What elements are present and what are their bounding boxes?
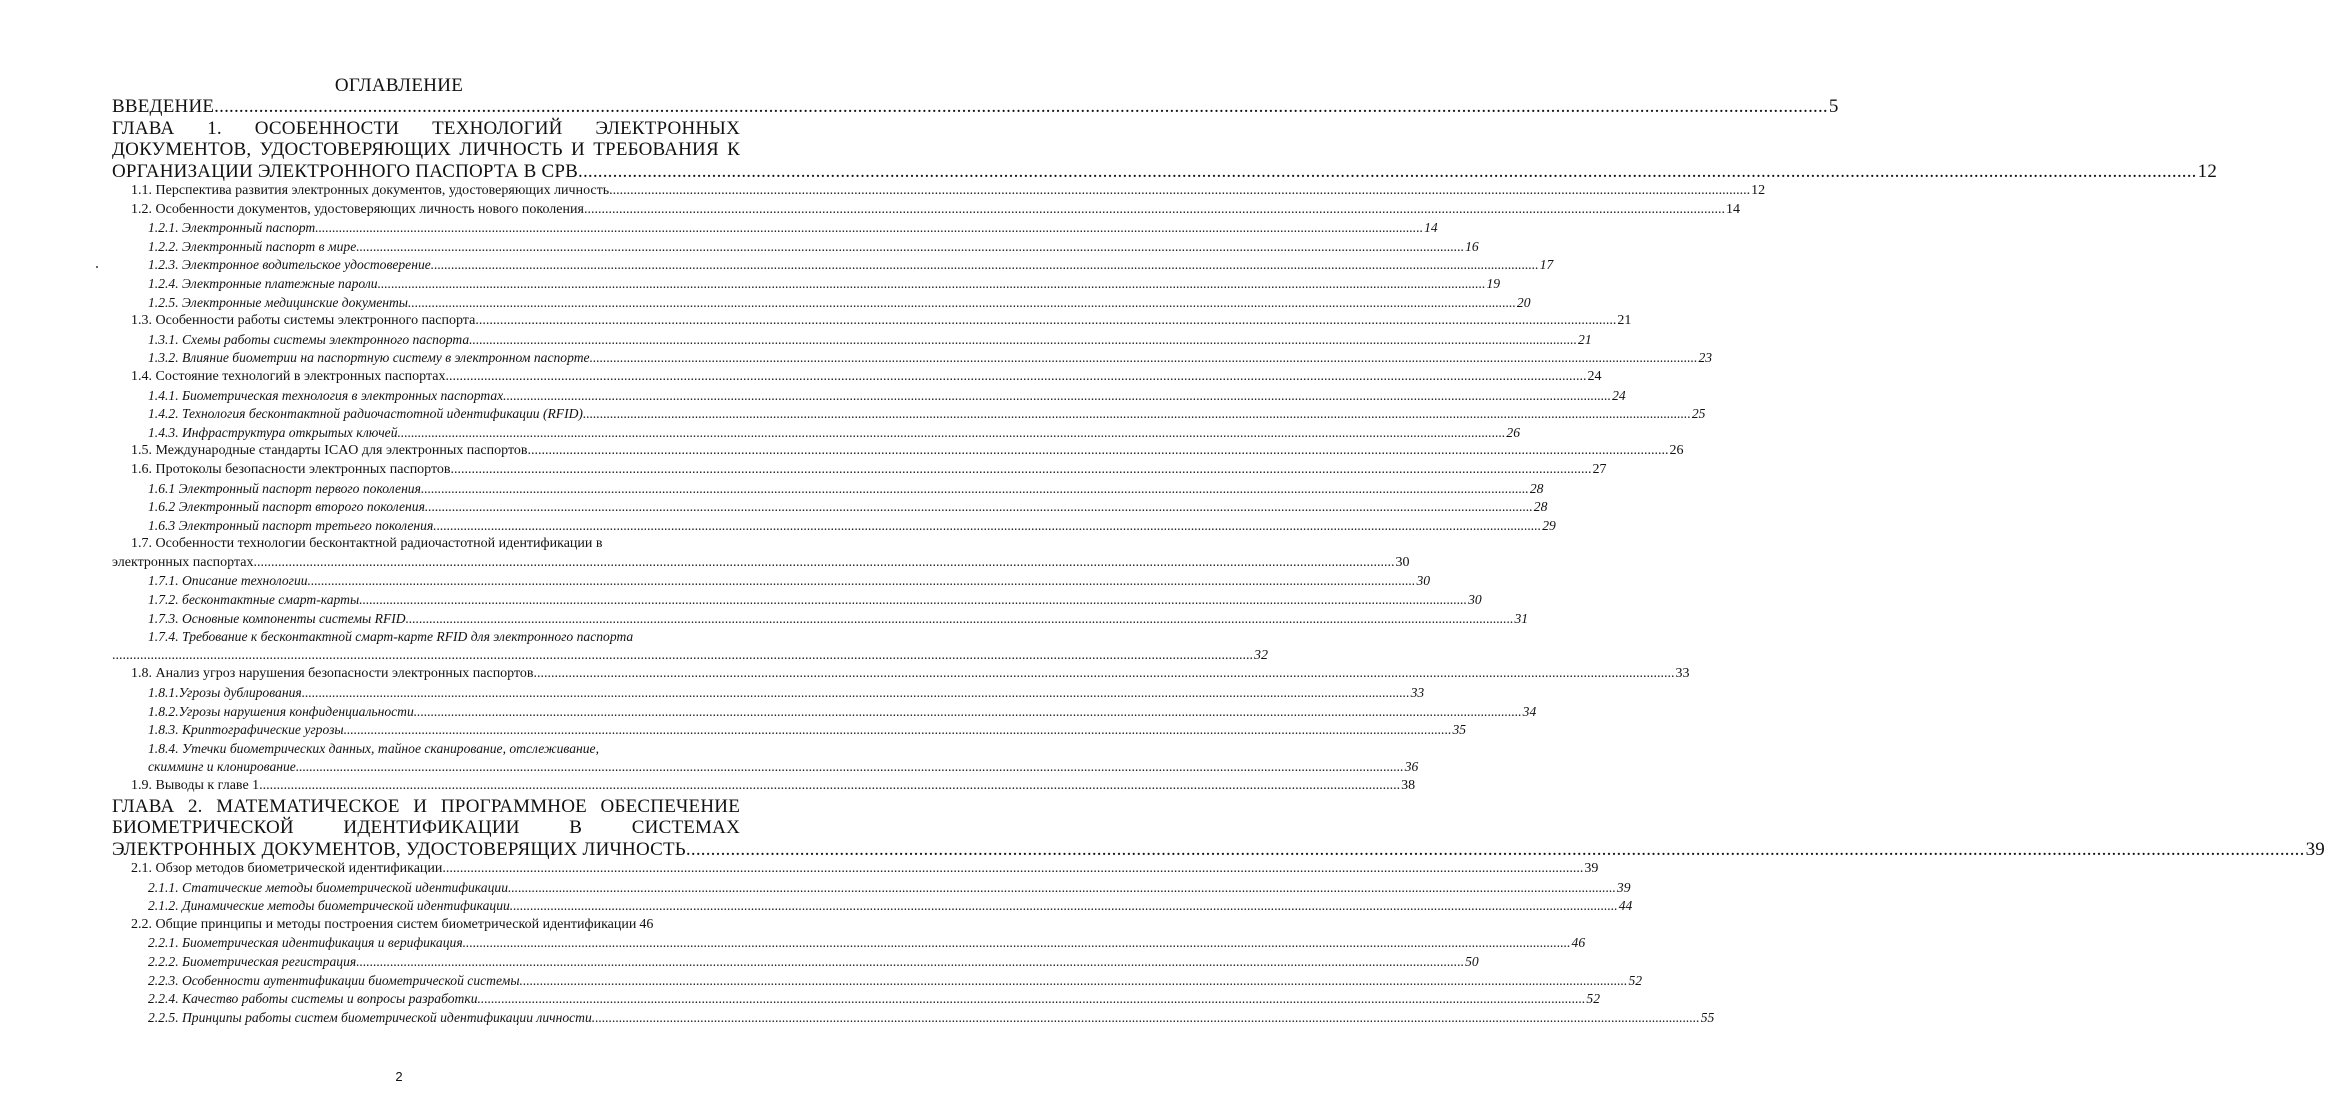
toc-page-number: 27: [1592, 461, 1607, 477]
toc-page-number: 26: [1506, 424, 1520, 440]
toc-page-number: 20: [1516, 294, 1531, 310]
toc-entry[interactable]: [131, 860, 1599, 879]
toc-entry[interactable]: [131, 777, 1416, 796]
toc-entry-title: 1.4. Состояние технологий в электронных паспортах: [131, 368, 446, 384]
page-title: ОГЛАВЛЕНИЕ: [334, 75, 464, 96]
toc-page-number: 12: [2197, 160, 2218, 182]
toc-entry[interactable]: [148, 953, 1479, 972]
toc-entry-title: 1.3.2. Влияние биометрии на паспортную систему в электронном паспорте: [148, 350, 590, 366]
dot-leader: [534, 665, 1675, 684]
toc-page-number: 12: [1751, 183, 1766, 198]
toc-page-number: 19: [1486, 275, 1501, 291]
toc-entry-title: 1.7.1. Описание технологии: [148, 573, 308, 589]
toc-entry-title: 1.2.1. Электронный паспорт: [148, 220, 316, 236]
toc-entry-title: 1.2.2. Электронный паспорт в мире: [148, 238, 357, 254]
toc-entry[interactable]: [112, 740, 1419, 777]
toc-page-number: 25: [1691, 406, 1706, 422]
toc-entry[interactable]: [148, 972, 1643, 991]
toc-entry[interactable]: [148, 572, 1431, 591]
toc-page-number: 44: [1618, 898, 1633, 914]
dot-leader: [475, 312, 1616, 331]
toc-page-number: 21: [1617, 313, 1632, 329]
toc-entry[interactable]: [148, 610, 1529, 629]
toc-entry[interactable]: [112, 628, 1268, 665]
toc-entry-title: 1.4.3. Инфраструктура открытых ключей: [148, 424, 398, 440]
toc-entry[interactable]: [131, 312, 1632, 331]
toc-entry[interactable]: [148, 990, 1601, 1009]
dot-leader: [590, 349, 1698, 368]
toc-entry-title: 1.8.2.Угрозы нарушения конфиденциальности: [148, 703, 414, 719]
toc-entry-title: 1.6. Протоколы безопасности электронных паспортов: [131, 461, 451, 477]
toc-entry-title: 2.2.1. Биометрическая идентификация и верификация: [148, 935, 463, 951]
toc-page-number: 39: [1584, 861, 1599, 877]
page-number: 2: [395, 1069, 403, 1084]
toc-entry-intro[interactable]: [112, 96, 1839, 118]
dot-leader: [378, 275, 1486, 294]
toc-entry-title: 1.4.1. Биометрическая технология в электронных паспортах: [148, 387, 504, 403]
toc-entry-title: 2.2.5. Принципы работы систем биометрической идентификации личности: [148, 1009, 592, 1025]
toc-page-number: 24: [1587, 368, 1602, 384]
dot-leader: [445, 368, 1586, 387]
toc-entry-title: 2.2.4. Качество работы системы и вопросы разработки: [148, 991, 478, 1007]
toc-page-number: 52: [1586, 991, 1601, 1007]
toc-entry[interactable]: [131, 201, 1740, 220]
toc-page-number: 16: [1465, 238, 1479, 254]
toc-entry[interactable]: [148, 331, 1592, 350]
toc-entry-title: 1.3. Особенности работы системы электронного паспорта: [131, 313, 476, 329]
toc-page-number: 17: [1539, 257, 1554, 273]
toc-entry[interactable]: [148, 219, 1438, 238]
dot-leader: [253, 554, 1394, 573]
toc-entry[interactable]: [148, 934, 1586, 953]
toc-entry[interactable]: [148, 294, 1531, 313]
toc-entry[interactable]: [131, 368, 1602, 387]
toc-entry-title: 2.1.1. Статические методы биометрической идентификации: [148, 879, 508, 895]
dot-leader: [433, 517, 1541, 536]
toc-entry[interactable]: [148, 480, 1544, 499]
toc-entry[interactable]: [148, 897, 1633, 916]
toc-entry-title: 1.1. Перспектива развития электронных документов, удостоверяющих личность: [131, 183, 610, 198]
dot-leader: [592, 1009, 1700, 1028]
dot-leader: [414, 703, 1522, 722]
toc-page-number: 39: [1616, 879, 1631, 895]
dot-leader: [425, 498, 1533, 517]
dot-leader: [442, 860, 1583, 879]
dot-leader: [421, 480, 1529, 499]
dot-leader: [431, 256, 1539, 275]
toc-entry[interactable]: [148, 879, 1631, 898]
toc-page-number: 28: [1533, 499, 1548, 515]
dot-leader: [528, 442, 1669, 461]
toc-entry[interactable]: [148, 275, 1501, 294]
toc-entry[interactable]: [148, 1009, 1715, 1028]
toc-chapter-line: БИОМЕТРИЧЕСКОЙ ИДЕНТИФИКАЦИИ В СИСТЕМАХ: [112, 817, 740, 839]
toc-chapter-line: ГЛАВА 1. ОСОБЕННОСТИ ТЕХНОЛОГИЙ ЭЛЕКТРОННЫХ: [112, 117, 740, 139]
toc-page-number: 14: [1424, 220, 1438, 236]
dot-leader: [359, 591, 1467, 610]
dot-leader: [356, 953, 1464, 972]
toc-entry-title: 1.2. Особенности документов, удостоверяющих личность нового поколения: [131, 201, 584, 217]
toc-page-number: 33: [1675, 666, 1690, 682]
toc-page-number: 39: [2305, 838, 2325, 860]
toc-entry-title: 1.7.4. Требование к бесконтактной смарт-карте RFID для электронного паспорта: [148, 629, 634, 645]
toc-entry[interactable]: [148, 721, 1467, 740]
toc-chapter-line: ГЛАВА 2. МАТЕМАТИЧЕСКОЕ И ПРОГРАММНОЕ ОБЕСПЕЧЕНИЕ: [112, 795, 740, 817]
toc-entry-chapter-2[interactable]: [112, 795, 2325, 861]
toc-entry-chapter-1[interactable]: [112, 117, 2218, 183]
dot-leader: [451, 461, 1592, 480]
toc-entry[interactable]: [131, 182, 1766, 201]
toc-entry[interactable]: [148, 591, 1482, 610]
toc-page-number: 32: [1254, 647, 1268, 663]
toc-entry-title: 1.8. Анализ угроз нарушения безопасности электронных паспортов: [131, 666, 534, 682]
toc-entry-title: 2.2.3. Особенности аутентификации биометрической системы: [148, 972, 520, 988]
toc-page-number: 31: [1514, 610, 1529, 626]
toc-entry-title: 1.7.2. бесконтактные смарт-карты: [148, 592, 360, 608]
dot-leader: [259, 777, 1400, 796]
toc-chapter-line: ОРГАНИЗАЦИИ ЭЛЕКТРОННОГО ПАСПОРТА В СРВ.: [112, 160, 583, 182]
toc-page-number: 23: [1698, 350, 1713, 366]
toc-page-number: 36: [1404, 759, 1419, 775]
toc-entry-title: 2.2.2. Биометрическая регистрация: [148, 954, 357, 970]
toc-page-number: 5: [1828, 96, 1839, 117]
toc-page-number: 33: [1410, 685, 1425, 701]
toc-entry[interactable]: [148, 684, 1425, 703]
dot-leader: [315, 219, 1423, 238]
dot-leader: [508, 879, 1616, 898]
dot-leader: [302, 684, 1410, 703]
toc-entry-title: 2.1. Обзор методов биометрической идентификации: [131, 861, 443, 877]
toc-entry-title: 1.6.1 Электронный паспорт первого поколения: [148, 480, 421, 496]
toc-chapter-line: ДОКУМЕНТОВ, УДОСТОВЕРЯЮЩИХ ЛИЧНОСТЬ И ТРЕБОВАНИЯ К: [112, 139, 740, 160]
toc-entry-title: 2.2. Общие принципы и методы построения систем биометрической идентификации: [131, 916, 637, 932]
toc-entry-title: 1.3.1. Схемы работы системы электронного паспорта: [148, 331, 470, 347]
toc-entry-title: электронных паспортах: [112, 554, 254, 570]
toc-page-number: 46: [639, 916, 654, 932]
dot-leader: [520, 972, 1628, 991]
dot-leader: [344, 721, 1452, 740]
dot-leader: [691, 839, 2305, 861]
dot-leader: [398, 424, 1506, 443]
dot-leader: [406, 610, 1514, 629]
dot-leader: [583, 405, 1691, 424]
toc-entry[interactable]: [148, 424, 1520, 443]
toc-entry-title: 1.2.4. Электронные платежные пароли: [148, 275, 378, 291]
toc-page-number: 29: [1542, 517, 1556, 533]
toc-entry[interactable]: [148, 349, 1713, 368]
dot-leader: [214, 96, 1828, 118]
toc-page-number: 14: [1725, 201, 1740, 217]
toc-entry[interactable]: [148, 405, 1706, 424]
toc-entry[interactable]: [148, 703, 1537, 722]
toc-entry[interactable]: [131, 665, 1690, 684]
toc-entry[interactable]: [112, 535, 1410, 572]
dot-leader: [609, 182, 1750, 201]
toc-entry[interactable]: [131, 442, 1684, 461]
toc-page-number: 34: [1522, 703, 1537, 719]
dot-leader: [308, 572, 1416, 591]
toc-entry-title: 1.4.2. Технология бесконтактной радиочастотной идентификации (RFID): [148, 406, 583, 422]
toc-page-number: 52: [1628, 972, 1643, 988]
toc-entry-title: 1.5. Международные стандарты ICAO для электронных паспортов: [131, 443, 528, 459]
toc-page-number: 21: [1578, 331, 1592, 347]
toc-entry-title: 1.6.3 Электронный паспорт третьего поколения: [148, 517, 434, 533]
toc-entry-title: 1.7. Особенности технологии бесконтактной радиочастотной идентификации в: [131, 536, 603, 552]
table-of-contents: [112, 96, 2325, 1027]
dot-leader: [503, 387, 1611, 406]
toc-entry-title: 1.9. Выводы к главе 1: [131, 778, 260, 793]
toc-entry-title: скимминг и клонирование: [148, 759, 296, 775]
toc-page-number: 38: [1401, 778, 1416, 793]
toc-entry-title: 1.8.3. Криптографические угрозы: [148, 722, 344, 738]
toc-entry-title: 1.8.1.Угрозы дублирования: [148, 685, 302, 701]
toc-page-number: 30: [1395, 554, 1410, 570]
dot-leader: [463, 934, 1571, 953]
toc-entry[interactable]: [131, 461, 1607, 480]
dot-leader: [510, 897, 1618, 916]
toc-entry-title: 1.2.5. Электронные медицинские документы: [148, 294, 409, 310]
dot-leader: [112, 647, 1253, 666]
toc-entry[interactable]: [148, 498, 1548, 517]
toc-page-number: 46: [1571, 935, 1586, 951]
toc-entry-title: 1.7.3. Основные компоненты системы RFID: [148, 610, 406, 626]
toc-page-number: 35: [1452, 722, 1467, 738]
dot-leader: [478, 990, 1586, 1009]
toc-page-number: 30: [1468, 592, 1482, 608]
dot-leader: [469, 331, 1577, 350]
toc-page-number: 50: [1465, 954, 1479, 970]
dot-leader: [408, 294, 1516, 313]
toc-entry-title: 2.1.2. Динамические методы биометрической идентификации: [148, 898, 510, 914]
toc-entry[interactable]: [148, 238, 1479, 257]
dot-leader: [583, 161, 2197, 183]
toc-entry-title: 1.2.3. Электронное водительское удостоверение: [148, 257, 431, 273]
toc-page-number: 30: [1416, 573, 1431, 589]
toc-page-number: 24: [1612, 387, 1626, 403]
toc-entry-title: 1.6.2 Электронный паспорт второго поколения: [148, 499, 425, 515]
toc-entry[interactable]: [131, 916, 740, 935]
toc-page-number: 28: [1529, 480, 1544, 496]
toc-entry-title: ВВЕДЕНИЕ: [112, 96, 215, 117]
toc-entry-title: 1.8.4. Утечки биометрических данных, тайное сканирование, отслеживание,: [148, 740, 599, 756]
toc-entry[interactable]: [148, 256, 1554, 275]
toc-page-number: 26: [1669, 443, 1684, 459]
toc-entry[interactable]: [148, 517, 1556, 536]
toc-page-number: 55: [1700, 1009, 1715, 1025]
dot-leader: [356, 238, 1464, 257]
toc-chapter-line: ЭЛЕКТРОННЫХ ДОКУМЕНТОВ, УДОСТОВЕРЯЩИХ ЛИЧНОСТЬ.: [112, 838, 691, 860]
scan-speck: [96, 266, 98, 268]
dot-leader: [296, 758, 1404, 777]
dot-leader: [584, 201, 1725, 220]
toc-entry[interactable]: [148, 387, 1626, 406]
